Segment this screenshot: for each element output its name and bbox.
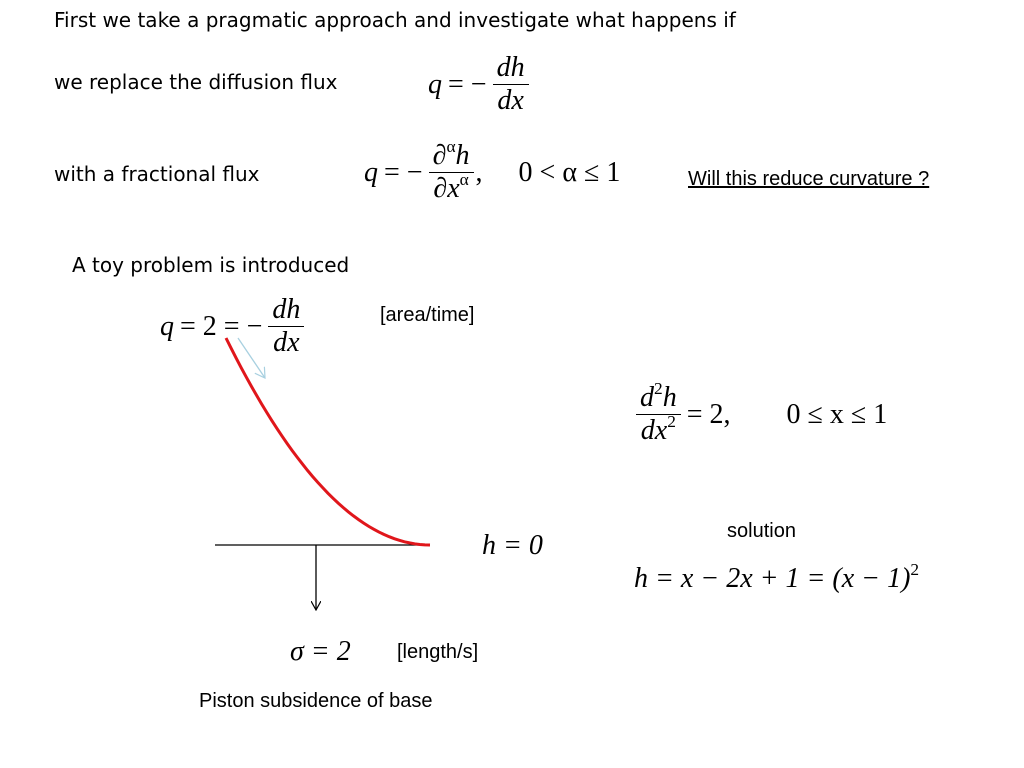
den-x: x xyxy=(447,173,460,205)
sigma-units: [length/s] xyxy=(397,641,479,663)
intro-line-1: First we take a pragmatic approach and investigate what happens if xyxy=(54,8,736,32)
ode-domain: 0 ≤ x ≤ 1 xyxy=(786,398,888,430)
den-partial: ∂ xyxy=(433,173,448,205)
diffusion-rel: = − xyxy=(448,68,487,100)
solution-curve xyxy=(226,338,430,545)
toy-flux-lhs: q xyxy=(160,310,174,342)
num-alpha: α xyxy=(446,136,456,156)
fractional-condition: 0 < α ≤ 1 xyxy=(518,156,621,188)
num-partial: ∂ xyxy=(432,140,447,171)
fractional-rel: = − xyxy=(384,156,423,188)
num-h: h xyxy=(455,140,470,171)
toy-heading: A toy problem is introduced xyxy=(72,253,350,277)
flux-units: [area/time] xyxy=(380,304,475,326)
intro-line-3: with a fractional flux xyxy=(54,162,260,186)
solution-label: solution xyxy=(727,520,796,542)
ode-num-h: h xyxy=(662,382,677,413)
toy-flux-mid: = 2 = − xyxy=(180,310,263,342)
den-alpha: α xyxy=(459,170,469,190)
curvature-question: Will this reduce curvature ? xyxy=(688,168,930,190)
ode-num-d: d xyxy=(640,382,654,413)
diffusion-lhs: q xyxy=(428,68,442,100)
diffusion-numerator: dh xyxy=(496,52,525,83)
toy-flux-denominator: dx xyxy=(268,326,304,359)
intro-line-2: we replace the diffusion flux xyxy=(54,70,338,94)
fractional-lhs: q xyxy=(364,156,378,188)
figure-caption: Piston subsidence of base xyxy=(199,690,433,712)
diffusion-denominator: dx xyxy=(493,84,529,117)
fractional-comma: , xyxy=(475,156,483,188)
toy-flux-numerator: dh xyxy=(272,294,301,325)
boundary-condition: h = 0 xyxy=(482,530,543,561)
ode-den-sup: 2 xyxy=(667,412,676,432)
solution-body: h = x − 2x + 1 = (x − 1) xyxy=(634,563,911,594)
ode-den-dx: dx xyxy=(640,415,668,447)
ode-rhs: = 2, xyxy=(686,398,731,430)
solution-exponent: 2 xyxy=(910,559,920,579)
ode-num-sup: 2 xyxy=(654,378,663,398)
sigma-equation: σ = 2 xyxy=(290,636,351,667)
